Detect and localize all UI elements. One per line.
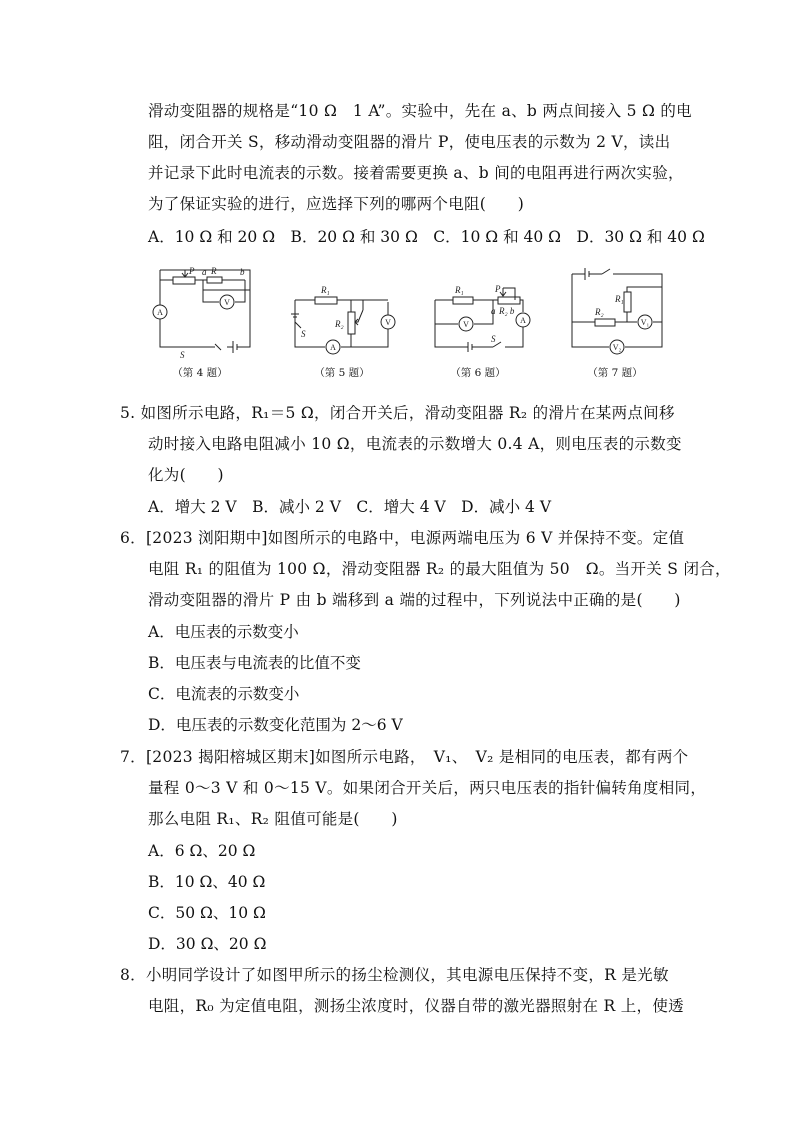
q6-option-b: B．电压表与电流表的比值不变	[148, 654, 361, 672]
q4-text-line-3: 并记录下此时电流表的示数。接着需要更换 a、b 间的电阻再进行两次实验，	[148, 164, 684, 182]
q7-option-d: D．30 Ω、20 Ω	[148, 935, 267, 953]
q6-option-a: A．电压表的示数变小	[148, 623, 299, 641]
caption-fig-4: （第 4 题）	[172, 367, 228, 379]
figure-5-circuit	[291, 285, 395, 354]
fig4-label-b: b	[240, 267, 245, 277]
q7-text-line-3: 那么电阻 R₁、R₂ 阻值可能是( )	[148, 810, 398, 828]
caption-fig-5: （第 5 题）	[314, 367, 370, 379]
fig7-label-R1: R₁	[615, 294, 624, 304]
q6-option-d: D．电压表的示数变化范围为 2～6 V	[148, 716, 403, 734]
fig4-label-P: P	[189, 266, 195, 276]
fig4-voltmeter-label: V	[224, 298, 230, 307]
caption-fig-6: （第 6 题）	[450, 367, 506, 379]
figure-7-circuit	[572, 268, 662, 354]
fig6-label-P: P	[495, 284, 501, 294]
fig5-voltmeter-label: V	[385, 318, 391, 327]
q8-text-line-1: 8．小明同学设计了如图甲所示的扬尘检测仪，其电源电压保持不变，R 是光敏	[120, 966, 669, 984]
q5-text-line-1: 5. 如图所示电路，R₁＝5 Ω，闭合开关后，滑动变阻器 R₂ 的滑片在某两点间移	[120, 404, 675, 422]
fig6-label-R1: R₁	[455, 285, 464, 295]
fig6-label-R2b: R₂ b	[499, 306, 515, 316]
q7-option-a: A．6 Ω、20 Ω	[148, 842, 256, 860]
q8-text-line-2: 电阻，R₀ 为定值电阻，测扬尘浓度时，仪器自带的激光器照射在 R 上，使透	[148, 997, 684, 1015]
q7-text-line-2: 量程 0～3 V 和 0～15 V。如果闭合开关后，两只电压表的指针偏转角度相同，	[148, 779, 707, 797]
fig4-label-S: S	[180, 350, 185, 360]
caption-fig-7: （第 7 题）	[587, 367, 643, 379]
q7-option-c: C．50 Ω、10 Ω	[148, 904, 266, 922]
fig5-label-R1: R₁	[321, 285, 330, 295]
q4-text-line-4: 为了保证实验的进行，应选择下列的哪两个电阻( )	[148, 195, 525, 213]
q6-text-line-2: 电阻 R₁ 的阻值为 100 Ω，滑动变阻器 R₂ 的最大阻值为 50 Ω。当开关 S 闭合，	[148, 560, 731, 578]
figure-6-circuit	[435, 284, 530, 352]
q4-text-line-1: 滑动变阻器的规格是“10 Ω 1 A”。实验中，先在 a、b 两点间接入 5 Ω 的电	[148, 102, 692, 120]
fig7-voltmeter2-label: V₂	[612, 343, 622, 352]
q4-text-line-2: 阻，闭合开关 S，移动滑动变阻器的滑片 P，使电压表的示数为 2 V，读出	[148, 133, 671, 151]
q6-option-c: C．电流表的示数变小	[148, 685, 300, 703]
fig6-label-S: S	[491, 334, 496, 344]
figure-4-circuit	[153, 266, 250, 360]
fig5-label-S: S	[301, 329, 306, 339]
q5-text-line-3: 化为( )	[148, 466, 224, 484]
fig7-label-R2: R₂	[595, 307, 604, 317]
q7-option-b: B．10 Ω、40 Ω	[148, 873, 266, 891]
fig6-voltmeter-label: V	[463, 320, 469, 329]
fig6-label-a: a	[491, 306, 496, 316]
fig5-ammeter-label: A	[330, 343, 336, 352]
fig4-label-R: R	[211, 266, 217, 276]
circuit-figures	[145, 262, 675, 362]
fig7-voltmeter1-label: V₁	[640, 318, 650, 327]
fig5-label-R2: R₂	[335, 319, 344, 329]
fig6-ammeter-label: A	[520, 316, 526, 325]
fig4-label-a: a	[202, 267, 207, 277]
fig4-ammeter-label: A	[157, 308, 163, 317]
q6-text-line-3: 滑动变阻器的滑片 P 由 b 端移到 a 端的过程中，下列说法中正确的是( )	[148, 591, 681, 609]
q7-text-line-1: 7．[2023 揭阳榕城区期末]如图所示电路， V₁、 V₂ 是相同的电压表，都有两个	[120, 748, 689, 766]
q6-text-line-1: 6．[2023 浏阳期中]如图所示的电路中，电源两端电压为 6 V 并保持不变。定值	[120, 529, 685, 547]
q5-text-line-2: 动时接入电路电阻减小 10 Ω，电流表的示数增大 0.4 A，则电压表的示数变	[148, 435, 682, 453]
q4-options: A．10 Ω 和 20 Ω B．20 Ω 和 30 Ω C．10 Ω 和 40 Ω D．30 Ω 和 40 Ω	[148, 228, 705, 246]
q5-options: A．增大 2 V B．减小 2 V C．增大 4 V D．减小 4 V	[148, 498, 552, 516]
